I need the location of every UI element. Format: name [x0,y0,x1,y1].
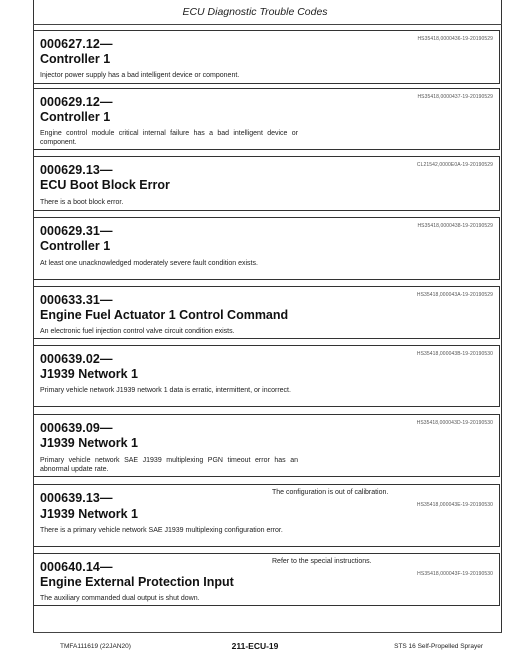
dtc-action-note: The configuration is out of calibration. [272,489,389,496]
dtc-entry-000640-14 [33,553,500,606]
dtc-code: 000639.13— [40,491,113,505]
dtc-reference-id: HS35418,000043E-19-20190530 [416,502,493,508]
dtc-description: Primary vehicle network J1939 network 1 data is erratic, intermittent, or incorrect. [40,387,291,394]
dtc-code: 000629.13— [40,163,113,177]
header-divider [33,24,502,25]
dtc-name: J1939 Network 1 [40,436,138,450]
dtc-code: 000639.09— [40,421,113,435]
dtc-description: Injector power supply has a bad intelligent device or component. [40,72,240,79]
dtc-code: 000629.31— [40,224,113,238]
dtc-entry-000629-12 [33,88,500,150]
dtc-reference-id: HS35418,000043F-19-20190530 [417,571,493,577]
dtc-name: Engine Fuel Actuator 1 Control Command [40,308,289,322]
dtc-description: At least one unacknowledged moderately severe fault condition exists. [40,260,258,267]
dtc-name: J1939 Network 1 [40,367,138,381]
dtc-entry-000639-09 [33,414,500,477]
dtc-reference-id: HS35418,0000436-19-20190529 [417,36,493,42]
dtc-description: There is a boot block error. [40,199,124,206]
dtc-entry-000627-12 [33,30,500,84]
dtc-description: An electronic fuel injection control valve circuit condition exists. [40,328,235,335]
dtc-description: There is a primary vehicle network SAE J1939 multiplexing configuration error. [40,527,283,534]
dtc-entry-000639-02 [33,345,500,407]
dtc-code: 000639.02— [40,352,113,366]
dtc-reference-id: HS35418,0000438-19-20190529 [417,223,493,229]
dtc-description: Primary vehicle network SAE J1939 multiplexing PGN timeout error has an abnormal update rate. [40,457,298,473]
dtc-reference-id: HS35418,0000437-19-20190529 [417,94,493,100]
dtc-code: 000640.14— [40,560,113,574]
dtc-description: Engine control module critical internal failure has a bad intelligent device or component. [40,130,298,146]
page-frame-right [501,0,502,632]
dtc-name: Controller 1 [40,52,111,66]
dtc-action-note: Refer to the special instructions. [272,558,372,565]
footer-page-number: 211-ECU-19 [231,641,279,651]
dtc-entry-000639-13 [33,484,500,547]
dtc-entry-000629-13 [33,156,500,211]
dtc-name: Controller 1 [40,110,111,124]
dtc-description: The auxiliary commanded dual output is shut down. [40,595,200,602]
footer-document-id: TMFA111619 (22JAN20) [60,643,131,650]
dtc-name: ECU Boot Block Error [40,178,170,192]
dtc-code: 000627.12— [40,37,113,51]
dtc-code: 000633.31— [40,293,113,307]
footer-divider [33,632,502,633]
dtc-name: J1939 Network 1 [40,507,138,521]
footer-manual-title: STS 16 Self-Propelled Sprayer [394,643,483,650]
dtc-code: 000629.12— [40,95,113,109]
dtc-reference-id: CL21542,0000E0A-19-20190529 [416,162,493,168]
page-header-title: ECU Diagnostic Trouble Codes [182,6,328,18]
dtc-name: Engine External Protection Input [40,575,234,589]
dtc-reference-id: HS35418,000043B-19-20190530 [416,351,493,357]
dtc-entry-000633-31 [33,286,500,339]
dtc-reference-id: HS35418,000043A-19-20190529 [416,292,493,298]
dtc-reference-id: HS35418,000043D-19-20190530 [416,420,493,426]
dtc-name: Controller 1 [40,239,111,253]
dtc-entry-000629-31 [33,217,500,280]
